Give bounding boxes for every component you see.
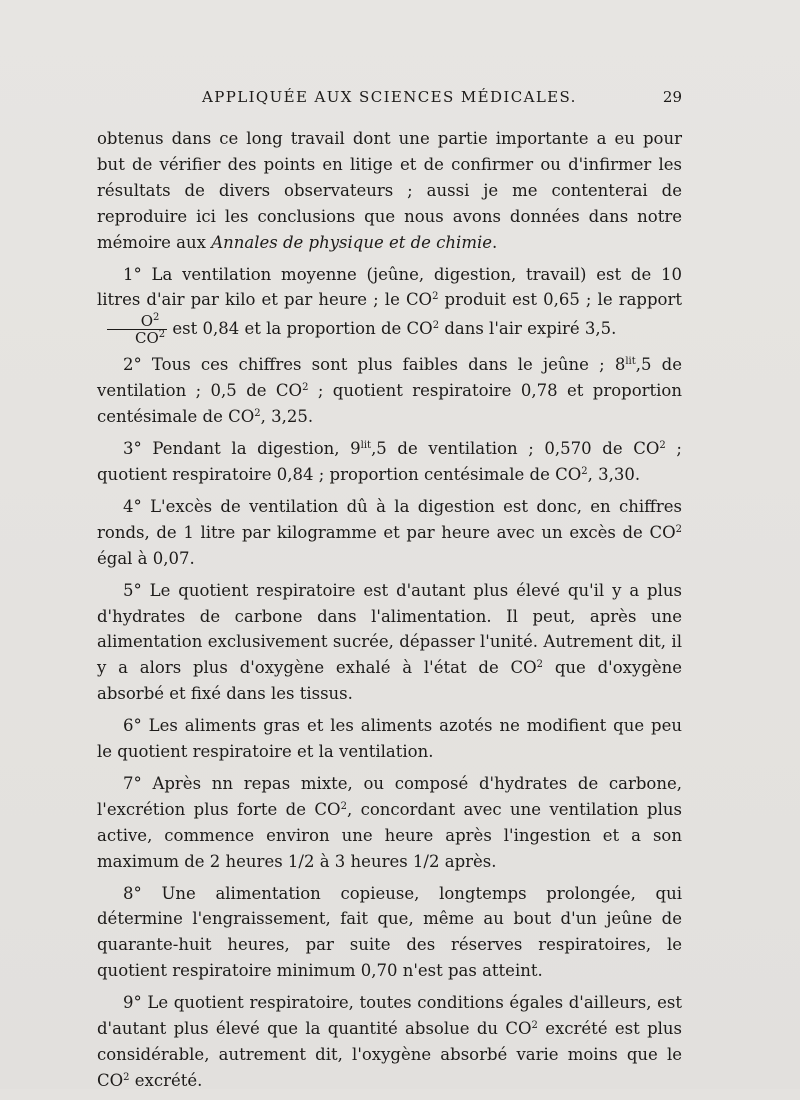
text-run: 1° La ventilation moyenne (jeûne, digestion, travail) est de 10 litres d'air par kilo et par heure ; le CO	[97, 264, 682, 310]
paragraph-1	[97, 262, 682, 347]
text-run: 7° Après nn repas mixte, ou composé d'hydrates de carbone, l'excrétion plus forte de CO	[97, 773, 682, 819]
text-run: 9° Le quotient respiratoire, toutes conditions égales d'ailleurs, est d'autant plus élevé que la quantité absolue du CO	[97, 993, 682, 1039]
text-run: .	[492, 232, 498, 252]
paragraph-7	[97, 771, 682, 875]
text-run: produit est 0,65 ; le rapport	[438, 290, 682, 310]
text-run: excrété est plus considérable, autrement dit, l'oxygène absorbé varie moins que le CO	[97, 1019, 683, 1090]
text-run: , concordant avec une ventilation plus active, commence environ une heure après l'ingestion et a son maximum de 2 heures 1/2 à 3 heures 1/2 après.	[97, 799, 682, 871]
text-run: dans l'air expiré 3,5.	[439, 319, 617, 339]
text-run: obtenus dans ce long travail dont une partie importante a eu pour but de vérifier des points en litige et de confirmer ou d'infirmer les résultats de divers observateurs ; aussi je me contenterai de reproduire ici les conclusions que nous avons données dans notre mémoire aux	[97, 129, 682, 252]
paragraph-4	[97, 494, 682, 572]
superscript: lit	[625, 356, 636, 368]
text-run: ,5 de ventilation ; 0,5 de CO	[97, 355, 682, 401]
superscript: 2	[254, 408, 261, 420]
body-text	[97, 126, 682, 1100]
text-run: ; quotient respiratoire 0,84 ; proportion centésimale de CO	[97, 439, 682, 484]
superscript: 2	[581, 465, 588, 477]
text-run: 4° L'excès de ventilation dû à la digestion est donc, en chiffres ronds, de 1 litre par kilogramme et par heure avec un excès de CO	[97, 496, 682, 542]
text-run: CO	[135, 329, 159, 348]
text-run: O	[140, 312, 154, 331]
superscript: 2	[302, 382, 309, 394]
text-run: égal à 0,07.	[97, 548, 195, 568]
text-run: est 0,84 et la proportion de CO	[167, 319, 433, 339]
paragraph-3	[97, 436, 682, 488]
journal-title: Annales de physique et de chimie	[211, 232, 493, 252]
superscript: 2	[432, 320, 440, 332]
fraction-numerator	[107, 313, 167, 330]
superscript: 2	[675, 523, 682, 535]
paragraph-8: 8° Une alimentation copieuse, longtemps prolongée, qui détermine l'engraissement, fait que, même au bout d'un jeûne de quarante-huit heures, par suite des réserves respiratoires, le quotient respiratoire minimum 0,70 n'est pas atteint.	[97, 883, 682, 981]
superscript: 2	[536, 659, 544, 671]
superscript: 2	[123, 1071, 130, 1083]
text-run: que d'oxygène absorbé et fixé dans les tissus.	[97, 658, 682, 704]
superscript: 2	[659, 440, 666, 452]
text-run: 3° Pendant la digestion, 9	[123, 439, 361, 459]
page-header	[97, 88, 682, 112]
superscript: 2	[432, 291, 439, 303]
text-run: 2° Tous ces chiffres sont plus faibles dans le jeûne ; 8	[123, 355, 626, 375]
text-run: 5° Le quotient respiratoire est d'autant plus élevé qu'il y a plus d'hydrates de carbone dans l'alimentation. Il peut, après une alimentation exclusivement sucrée, dépasser l'unité. Autrement dit, il y a alors plus d'oxygène exhalé à l'état de CO	[97, 580, 682, 678]
page-number: 29	[662, 88, 682, 106]
superscript: 2	[153, 312, 160, 324]
superscript: 2	[531, 1020, 538, 1032]
paragraph-intro	[97, 126, 682, 256]
running-title: APPLIQUÉE AUX SCIENCES MÉDICALES.	[202, 88, 577, 106]
text-run: ; quotient respiratoire 0,78 et proportion centésimale de CO	[97, 381, 682, 427]
text-run: , 3,25.	[260, 407, 314, 427]
paragraph-6: 6° Les aliments gras et les aliments azotés ne modifient que peu le quotient respiratoire et la ventilation.	[97, 716, 682, 762]
paragraph-2	[97, 352, 682, 430]
paragraph-9	[97, 990, 682, 1094]
fraction-denominator	[107, 330, 167, 346]
superscript: 2	[340, 800, 347, 812]
text-run: , 3,30.	[587, 464, 641, 484]
superscript: 2	[158, 329, 166, 341]
paragraph-5	[97, 578, 682, 708]
ratio-fraction	[107, 313, 167, 346]
text-run: excrété.	[129, 1070, 203, 1090]
superscript: lit	[360, 440, 372, 452]
text-run: ,5 de ventilation ; 0,570 de CO	[371, 439, 660, 459]
